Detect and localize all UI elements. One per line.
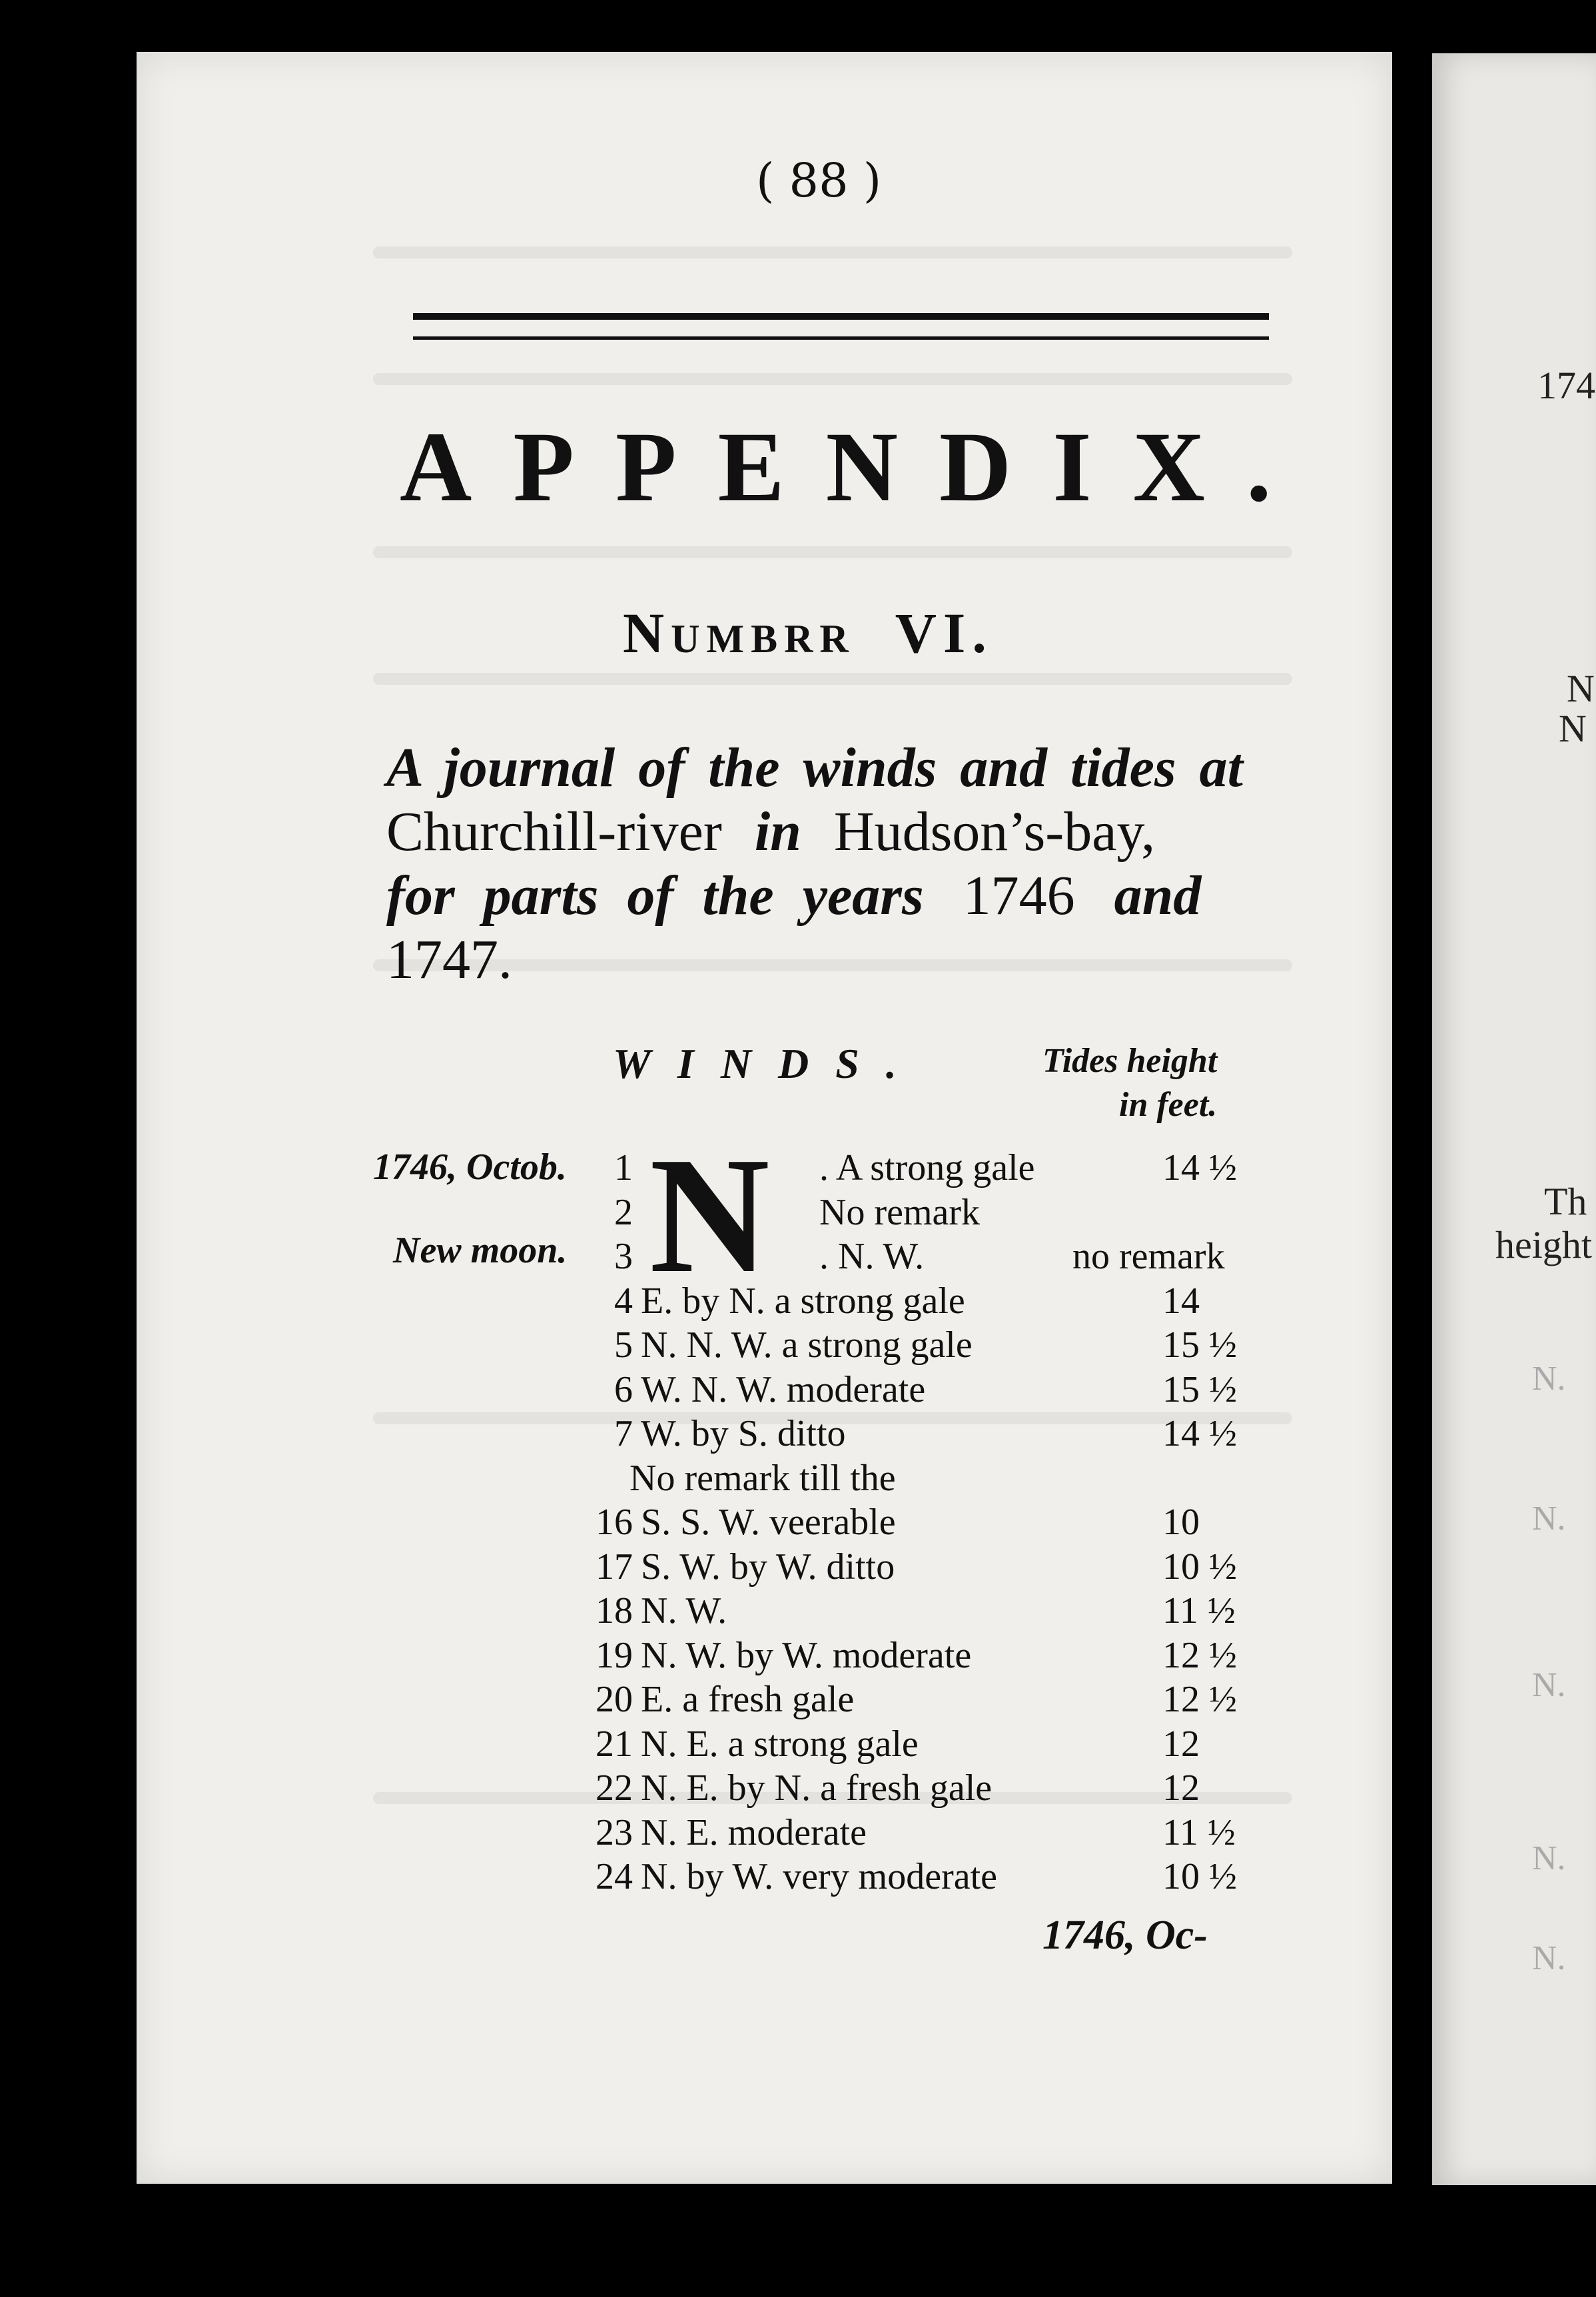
show-through-line [373, 373, 1292, 385]
next-page-fragment: N. [1532, 1360, 1566, 1398]
row-day-number: 19 [596, 1635, 633, 1676]
row-wind-description: No remark till the [629, 1458, 896, 1499]
row-day-number: 7 [614, 1413, 633, 1454]
date-label: 1746, Octob. [373, 1147, 567, 1188]
row-day-number: 3 [614, 1236, 633, 1277]
row-day-number: 2 [614, 1192, 633, 1233]
row-tide-height: 10 ½ [1162, 1856, 1237, 1897]
show-through-line [373, 246, 1292, 258]
number-roman: VI. [895, 601, 993, 665]
row-day-number: 6 [614, 1369, 633, 1410]
row-day-number: 24 [596, 1856, 633, 1897]
row-wind-description: W. N. W. moderate [641, 1369, 926, 1410]
tides-column-heading: Tides height in feet. [1042, 1042, 1218, 1124]
row-tide-height: 15 ½ [1162, 1369, 1237, 1410]
row-wind-description: N. E. a strong gale [641, 1723, 919, 1765]
row-tide-height: 12 [1162, 1767, 1200, 1809]
header-rule-thin [413, 336, 1269, 340]
next-page-fragment: N [1567, 667, 1595, 710]
next-page-fragment: height [1495, 1223, 1592, 1266]
row-tide-height: 12 ½ [1162, 1635, 1237, 1676]
subtitle-line-1: A journal of the winds and tides at [386, 737, 1243, 799]
row-tide-height: 10 ½ [1162, 1546, 1237, 1588]
row-wind-description: . A strong gale [819, 1147, 1035, 1188]
next-page-fragment: N. [1532, 1666, 1566, 1704]
appendix-title: APPENDIX. [400, 412, 1313, 522]
row-day-number: 21 [596, 1723, 633, 1765]
show-through-line [373, 546, 1292, 558]
row-day-number: 16 [596, 1502, 633, 1543]
row-wind-description: E. by N. a strong gale [641, 1280, 965, 1322]
row-day-number: 17 [596, 1546, 633, 1588]
row-tide-height: 12 [1162, 1723, 1200, 1765]
show-through-line [373, 673, 1292, 685]
row-wind-description: No remark [819, 1192, 981, 1233]
row-tide-height: 14 [1162, 1280, 1200, 1322]
row-tide-height: 11 ½ [1162, 1590, 1236, 1631]
next-page-fragment: N. [1532, 1939, 1566, 1977]
header-rule-thick [413, 313, 1269, 320]
row-day-number: 20 [596, 1679, 633, 1720]
row-wind-description: N. W. by W. moderate [641, 1635, 972, 1676]
row-day-number: 1 [614, 1147, 633, 1188]
next-page-fragment: 174 [1537, 364, 1595, 407]
catchword: 1746, Oc- [1042, 1913, 1208, 1958]
row-wind-description: N. N. W. a strong gale [641, 1324, 973, 1366]
number-heading [623, 600, 993, 666]
next-page-fragment: N. [1532, 1839, 1566, 1877]
row-tide-height: 11 ½ [1162, 1812, 1236, 1853]
row-tide-height: 14 ½ [1162, 1147, 1237, 1188]
subtitle-line-4: 1747. [386, 929, 512, 991]
row-wind-description: S. S. W. veerable [641, 1502, 896, 1543]
row-day-number: 4 [614, 1280, 633, 1322]
row-wind-description: . N. W. [819, 1236, 925, 1277]
row-tide-height: 14 ½ [1162, 1413, 1237, 1454]
row-tide-height: 10 [1162, 1502, 1200, 1543]
next-page-fragment: N [1559, 707, 1587, 750]
row-tide-height: 15 ½ [1162, 1324, 1237, 1366]
winds-column-heading: WINDS. [613, 1040, 923, 1087]
subtitle-line-3: for parts of the years 1746 and [386, 865, 1202, 927]
row-wind-description: E. a fresh gale [641, 1679, 855, 1720]
row-tide-height: no remark [1072, 1236, 1225, 1277]
row-wind-description: N. E. by N. a fresh gale [641, 1767, 993, 1809]
row-day-number: 5 [614, 1324, 633, 1366]
moon-phase-label: New moon. [393, 1230, 568, 1271]
subtitle-line-2: Churchill-river in Hudson’s-bay, [386, 801, 1156, 863]
row-wind-description: N. by W. very moderate [641, 1856, 997, 1897]
row-day-number: 18 [596, 1590, 633, 1631]
journal-subtitle [386, 736, 1276, 992]
row-wind-description: W. by S. ditto [641, 1413, 846, 1454]
row-wind-description: S. W. by W. ditto [641, 1546, 895, 1588]
row-tide-height: 12 ½ [1162, 1679, 1237, 1720]
next-page-fragment: Th [1544, 1180, 1587, 1223]
page-number: ( 88 ) [756, 153, 882, 208]
number-word: Numbrr [623, 601, 855, 665]
row-wind-description: N. W. [641, 1590, 727, 1631]
next-page-fragment: N. [1532, 1500, 1566, 1538]
row-day-number: 23 [596, 1812, 633, 1853]
row-wind-description: N. E. moderate [641, 1812, 867, 1853]
row-day-number: 22 [596, 1767, 633, 1809]
drop-cap: N [649, 1123, 770, 1308]
